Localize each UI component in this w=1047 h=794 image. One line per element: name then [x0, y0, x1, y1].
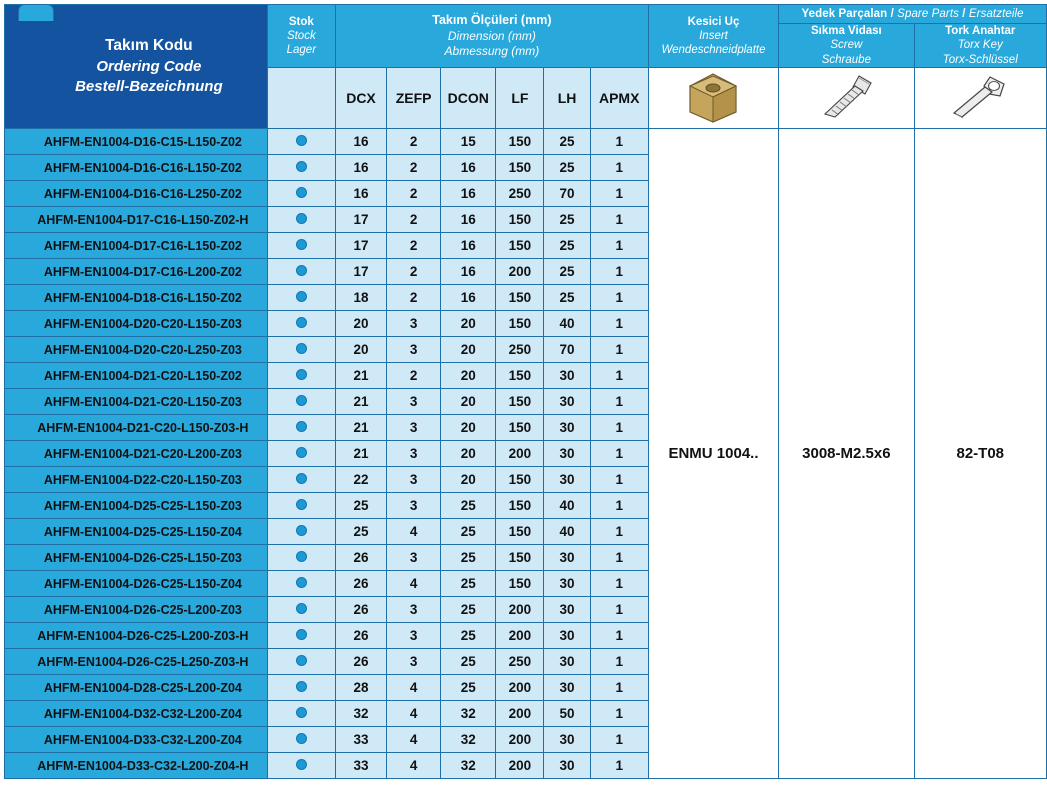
row-apmx: 1 — [590, 623, 648, 649]
row-lf: 150 — [496, 467, 544, 493]
row-zefp: 4 — [387, 519, 441, 545]
row-dcon: 25 — [441, 623, 496, 649]
row-apmx: 1 — [590, 545, 648, 571]
row-lh: 50 — [544, 701, 590, 727]
row-dcx: 26 — [335, 545, 386, 571]
row-stock — [267, 493, 335, 519]
stock-dot-icon — [296, 265, 307, 276]
row-apmx: 1 — [590, 389, 648, 415]
stock-dot-icon — [296, 187, 307, 198]
torx-header-tr: Tork Anahtar — [945, 25, 1016, 37]
row-dcx: 21 — [335, 415, 386, 441]
row-lh: 30 — [544, 415, 590, 441]
stock-dot-icon — [296, 161, 307, 172]
screw-header — [779, 24, 914, 68]
row-dcon: 32 — [441, 701, 496, 727]
row-dcx: 25 — [335, 493, 386, 519]
stock-dot-icon — [296, 603, 307, 614]
row-lh: 70 — [544, 337, 590, 363]
spare-parts-de: Ersatzteile — [968, 8, 1024, 20]
stock-header-de: Lager — [286, 44, 317, 57]
header-row-spare-parts — [5, 5, 1047, 24]
row-lf: 150 — [496, 571, 544, 597]
row-stock — [267, 545, 335, 571]
stock-header-tr: Stok — [288, 15, 314, 28]
stock-dot-icon — [296, 551, 307, 562]
row-lf: 200 — [496, 441, 544, 467]
row-zefp: 3 — [387, 467, 441, 493]
row-apmx: 1 — [590, 493, 648, 519]
row-stock — [267, 415, 335, 441]
row-zefp: 4 — [387, 753, 441, 779]
row-dcon: 20 — [441, 467, 496, 493]
row-dcx: 28 — [335, 675, 386, 701]
row-zefp: 2 — [387, 259, 441, 285]
dimension-header-tr: Takım Ölçüleri (mm) — [432, 13, 552, 28]
row-lf: 150 — [496, 155, 544, 181]
row-apmx: 1 — [590, 597, 648, 623]
row-zefp: 2 — [387, 207, 441, 233]
row-lh: 30 — [544, 545, 590, 571]
row-lf: 200 — [496, 623, 544, 649]
row-dcon: 20 — [441, 441, 496, 467]
torx-value: 82-T08 — [914, 129, 1046, 779]
row-dcx: 20 — [335, 311, 386, 337]
spare-parts-tr: Yedek Parçalan — [801, 8, 888, 20]
row-dcx: 21 — [335, 389, 386, 415]
tool-catalog-table — [4, 4, 1047, 779]
row-lh: 70 — [544, 181, 590, 207]
row-lh: 30 — [544, 675, 590, 701]
row-ordering-code: AHFM-EN1004-D26-C25-L150-Z03 — [5, 545, 268, 571]
stock-dot-icon — [296, 421, 307, 432]
insert-header-de: Wendeschneidplatte — [661, 44, 766, 57]
row-ordering-code: AHFM-EN1004-D17-C16-L200-Z02 — [5, 259, 268, 285]
stock-dot-icon — [296, 629, 307, 640]
row-lf: 200 — [496, 727, 544, 753]
row-lf: 150 — [496, 129, 544, 155]
row-lh: 25 — [544, 155, 590, 181]
row-apmx: 1 — [590, 363, 648, 389]
row-dcon: 25 — [441, 649, 496, 675]
row-apmx: 1 — [590, 571, 648, 597]
row-zefp: 3 — [387, 415, 441, 441]
row-lh: 25 — [544, 259, 590, 285]
row-dcon: 32 — [441, 753, 496, 779]
insert-header — [648, 5, 778, 68]
row-lh: 30 — [544, 389, 590, 415]
row-stock — [267, 363, 335, 389]
row-stock — [267, 129, 335, 155]
row-stock — [267, 337, 335, 363]
row-stock — [267, 389, 335, 415]
row-lh: 30 — [544, 753, 590, 779]
row-stock — [267, 467, 335, 493]
column-apmx: APMX — [590, 68, 648, 129]
stock-dot-icon — [296, 681, 307, 692]
screw-header-tr: Sıkma Vidası — [810, 25, 882, 37]
row-lf: 250 — [496, 649, 544, 675]
row-zefp: 4 — [387, 701, 441, 727]
row-lf: 150 — [496, 545, 544, 571]
row-ordering-code: AHFM-EN1004-D26-C25-L200-Z03 — [5, 597, 268, 623]
row-apmx: 1 — [590, 701, 648, 727]
row-lf: 150 — [496, 415, 544, 441]
table-row[interactable] — [5, 129, 1047, 155]
row-stock — [267, 285, 335, 311]
row-dcx: 26 — [335, 597, 386, 623]
row-lh: 30 — [544, 363, 590, 389]
row-apmx: 1 — [590, 207, 648, 233]
row-lf: 250 — [496, 181, 544, 207]
row-ordering-code: AHFM-EN1004-D25-C25-L150-Z04 — [5, 519, 268, 545]
row-lf: 250 — [496, 337, 544, 363]
stock-header-en: Stock — [286, 29, 316, 42]
stock-dot-icon — [296, 291, 307, 302]
column-lf: LF — [496, 68, 544, 129]
row-dcon: 20 — [441, 415, 496, 441]
row-ordering-code: AHFM-EN1004-D21-C20-L200-Z03 — [5, 441, 268, 467]
stock-dot-icon — [296, 239, 307, 250]
row-lh: 30 — [544, 597, 590, 623]
row-zefp: 3 — [387, 441, 441, 467]
row-dcon: 25 — [441, 597, 496, 623]
spare-parts-en: Spare Parts — [897, 8, 959, 20]
row-apmx: 1 — [590, 181, 648, 207]
row-stock — [267, 649, 335, 675]
row-apmx: 1 — [590, 649, 648, 675]
row-apmx: 1 — [590, 675, 648, 701]
screw-icon — [811, 70, 881, 126]
row-ordering-code: AHFM-EN1004-D21-C20-L150-Z03 — [5, 389, 268, 415]
row-apmx: 1 — [590, 337, 648, 363]
stock-dot-icon — [296, 577, 307, 588]
row-zefp: 3 — [387, 649, 441, 675]
row-zefp: 3 — [387, 389, 441, 415]
row-dcx: 21 — [335, 363, 386, 389]
stock-dot-icon — [296, 369, 307, 380]
row-stock — [267, 233, 335, 259]
row-lh: 25 — [544, 207, 590, 233]
stock-header — [267, 5, 335, 68]
row-lh: 25 — [544, 285, 590, 311]
ordering-code-en: Ordering Code — [96, 57, 202, 75]
stock-dot-icon — [296, 473, 307, 484]
ordering-code-header — [5, 5, 268, 129]
row-ordering-code: AHFM-EN1004-D17-C16-L150-Z02-H — [5, 207, 268, 233]
row-lf: 200 — [496, 701, 544, 727]
row-dcon: 20 — [441, 311, 496, 337]
row-dcx: 17 — [335, 259, 386, 285]
row-apmx: 1 — [590, 259, 648, 285]
row-zefp: 3 — [387, 597, 441, 623]
row-zefp: 4 — [387, 727, 441, 753]
torx-header-en: Torx Key — [957, 39, 1003, 52]
row-dcon: 16 — [441, 285, 496, 311]
row-lh: 25 — [544, 233, 590, 259]
insert-header-tr: Kesici Uç — [687, 15, 740, 28]
row-dcon: 16 — [441, 259, 496, 285]
dimension-header-en: Dimension (mm) — [447, 28, 536, 43]
row-lf: 150 — [496, 493, 544, 519]
row-lf: 150 — [496, 519, 544, 545]
insert-value: ENMU 1004.. — [648, 129, 778, 779]
row-lh: 40 — [544, 519, 590, 545]
row-apmx: 1 — [590, 753, 648, 779]
row-lh: 30 — [544, 727, 590, 753]
row-apmx: 1 — [590, 155, 648, 181]
row-dcx: 25 — [335, 519, 386, 545]
screw-header-de: Schraube — [821, 53, 871, 66]
row-dcon: 25 — [441, 519, 496, 545]
row-apmx: 1 — [590, 519, 648, 545]
torx-header — [914, 24, 1046, 68]
spare-parts-banner — [779, 5, 1047, 24]
row-ordering-code: AHFM-EN1004-D32-C32-L200-Z04 — [5, 701, 268, 727]
row-ordering-code: AHFM-EN1004-D17-C16-L150-Z02 — [5, 233, 268, 259]
row-dcx: 17 — [335, 233, 386, 259]
row-lh: 30 — [544, 441, 590, 467]
row-dcx: 16 — [335, 181, 386, 207]
row-zefp: 2 — [387, 363, 441, 389]
stock-dot-icon — [296, 213, 307, 224]
row-dcx: 16 — [335, 155, 386, 181]
catalog-page — [0, 4, 1047, 794]
row-apmx: 1 — [590, 311, 648, 337]
row-stock — [267, 753, 335, 779]
row-stock — [267, 441, 335, 467]
row-lf: 150 — [496, 311, 544, 337]
row-stock — [267, 727, 335, 753]
stock-dot-icon — [296, 655, 307, 666]
row-zefp: 2 — [387, 129, 441, 155]
stock-subheader-spacer — [267, 68, 335, 129]
row-dcx: 26 — [335, 571, 386, 597]
row-lf: 200 — [496, 597, 544, 623]
row-stock — [267, 155, 335, 181]
row-dcx: 22 — [335, 467, 386, 493]
row-stock — [267, 675, 335, 701]
row-dcx: 26 — [335, 649, 386, 675]
insert-image — [648, 68, 778, 129]
row-dcx: 32 — [335, 701, 386, 727]
row-lf: 150 — [496, 233, 544, 259]
row-dcon: 15 — [441, 129, 496, 155]
row-ordering-code: AHFM-EN1004-D25-C25-L150-Z03 — [5, 493, 268, 519]
row-ordering-code: AHFM-EN1004-D21-C20-L150-Z02 — [5, 363, 268, 389]
row-dcx: 33 — [335, 727, 386, 753]
row-zefp: 4 — [387, 571, 441, 597]
stock-dot-icon — [296, 525, 307, 536]
stock-dot-icon — [296, 343, 307, 354]
row-ordering-code: AHFM-EN1004-D16-C16-L150-Z02 — [5, 155, 268, 181]
row-ordering-code: AHFM-EN1004-D21-C20-L150-Z03-H — [5, 415, 268, 441]
insert-header-en: Insert — [699, 29, 728, 42]
row-stock — [267, 571, 335, 597]
row-zefp: 2 — [387, 155, 441, 181]
stock-dot-icon — [296, 759, 307, 770]
row-lf: 200 — [496, 753, 544, 779]
row-dcon: 16 — [441, 181, 496, 207]
stock-dot-icon — [296, 499, 307, 510]
column-dcx: DCX — [335, 68, 386, 129]
row-lf: 150 — [496, 389, 544, 415]
row-stock — [267, 181, 335, 207]
row-ordering-code: AHFM-EN1004-D28-C25-L200-Z04 — [5, 675, 268, 701]
row-dcon: 25 — [441, 571, 496, 597]
row-zefp: 3 — [387, 493, 441, 519]
row-zefp: 2 — [387, 285, 441, 311]
row-lf: 150 — [496, 285, 544, 311]
row-dcx: 16 — [335, 129, 386, 155]
row-dcx: 21 — [335, 441, 386, 467]
stock-dot-icon — [296, 447, 307, 458]
row-ordering-code: AHFM-EN1004-D16-C16-L250-Z02 — [5, 181, 268, 207]
row-stock — [267, 311, 335, 337]
row-dcon: 16 — [441, 207, 496, 233]
row-dcx: 33 — [335, 753, 386, 779]
row-zefp: 3 — [387, 545, 441, 571]
row-zefp: 2 — [387, 181, 441, 207]
row-apmx: 1 — [590, 727, 648, 753]
row-dcon: 20 — [441, 389, 496, 415]
row-dcon: 25 — [441, 545, 496, 571]
dimension-header-de: Abmessung (mm) — [444, 44, 540, 59]
stock-dot-icon — [296, 135, 307, 146]
row-lf: 150 — [496, 207, 544, 233]
page-tab — [18, 4, 54, 21]
torx-key-icon — [944, 70, 1016, 126]
stock-dot-icon — [296, 733, 307, 744]
row-ordering-code: AHFM-EN1004-D26-C25-L200-Z03-H — [5, 623, 268, 649]
row-lh: 40 — [544, 493, 590, 519]
row-apmx: 1 — [590, 415, 648, 441]
row-dcx: 26 — [335, 623, 386, 649]
row-dcon: 16 — [441, 155, 496, 181]
insert-icon — [682, 70, 744, 126]
row-lf: 200 — [496, 259, 544, 285]
row-ordering-code: AHFM-EN1004-D16-C15-L150-Z02 — [5, 129, 268, 155]
spare-parts-sep-1: / — [887, 8, 898, 20]
row-apmx: 1 — [590, 233, 648, 259]
row-dcon: 16 — [441, 233, 496, 259]
row-ordering-code: AHFM-EN1004-D26-C25-L150-Z04 — [5, 571, 268, 597]
row-stock — [267, 597, 335, 623]
row-lh: 30 — [544, 571, 590, 597]
row-ordering-code: AHFM-EN1004-D22-C20-L150-Z03 — [5, 467, 268, 493]
row-lf: 200 — [496, 675, 544, 701]
stock-dot-icon — [296, 707, 307, 718]
stock-dot-icon — [296, 395, 307, 406]
row-dcon: 20 — [441, 363, 496, 389]
row-lh: 30 — [544, 467, 590, 493]
row-lf: 150 — [496, 363, 544, 389]
row-stock — [267, 207, 335, 233]
row-apmx: 1 — [590, 441, 648, 467]
torx-key-image — [914, 68, 1046, 129]
ordering-code-tr: Takım Kodu — [105, 36, 193, 54]
row-dcx: 17 — [335, 207, 386, 233]
row-zefp: 3 — [387, 623, 441, 649]
screw-value: 3008-M2.5x6 — [779, 129, 914, 779]
row-dcon: 20 — [441, 337, 496, 363]
column-lh: LH — [544, 68, 590, 129]
screw-image — [779, 68, 914, 129]
row-dcx: 18 — [335, 285, 386, 311]
catalog-rows — [5, 129, 1047, 779]
row-lh: 30 — [544, 649, 590, 675]
row-ordering-code: AHFM-EN1004-D18-C16-L150-Z02 — [5, 285, 268, 311]
screw-header-en: Screw — [830, 39, 863, 52]
row-dcon: 25 — [441, 493, 496, 519]
torx-header-de: Torx-Schlüssel — [942, 53, 1018, 66]
row-dcon: 25 — [441, 675, 496, 701]
row-lh: 30 — [544, 623, 590, 649]
row-zefp: 3 — [387, 337, 441, 363]
ordering-code-de: Bestell-Bezeichnung — [75, 78, 223, 96]
row-zefp: 3 — [387, 311, 441, 337]
row-apmx: 1 — [590, 285, 648, 311]
stock-dot-icon — [296, 317, 307, 328]
row-stock — [267, 623, 335, 649]
column-zefp: ZEFP — [387, 68, 441, 129]
row-zefp: 4 — [387, 675, 441, 701]
row-apmx: 1 — [590, 467, 648, 493]
row-ordering-code: AHFM-EN1004-D20-C20-L150-Z03 — [5, 311, 268, 337]
row-dcon: 32 — [441, 727, 496, 753]
row-stock — [267, 259, 335, 285]
row-lh: 40 — [544, 311, 590, 337]
row-stock — [267, 701, 335, 727]
row-dcx: 20 — [335, 337, 386, 363]
dimension-header — [335, 5, 648, 68]
row-ordering-code: AHFM-EN1004-D20-C20-L250-Z03 — [5, 337, 268, 363]
row-ordering-code: AHFM-EN1004-D26-C25-L250-Z03-H — [5, 649, 268, 675]
row-zefp: 2 — [387, 233, 441, 259]
row-stock — [267, 519, 335, 545]
row-ordering-code: AHFM-EN1004-D33-C32-L200-Z04 — [5, 727, 268, 753]
row-apmx: 1 — [590, 129, 648, 155]
column-dcon: DCON — [441, 68, 496, 129]
spare-parts-sep-2: / — [959, 8, 969, 20]
row-lh: 25 — [544, 129, 590, 155]
row-ordering-code: AHFM-EN1004-D33-C32-L200-Z04-H — [5, 753, 268, 779]
